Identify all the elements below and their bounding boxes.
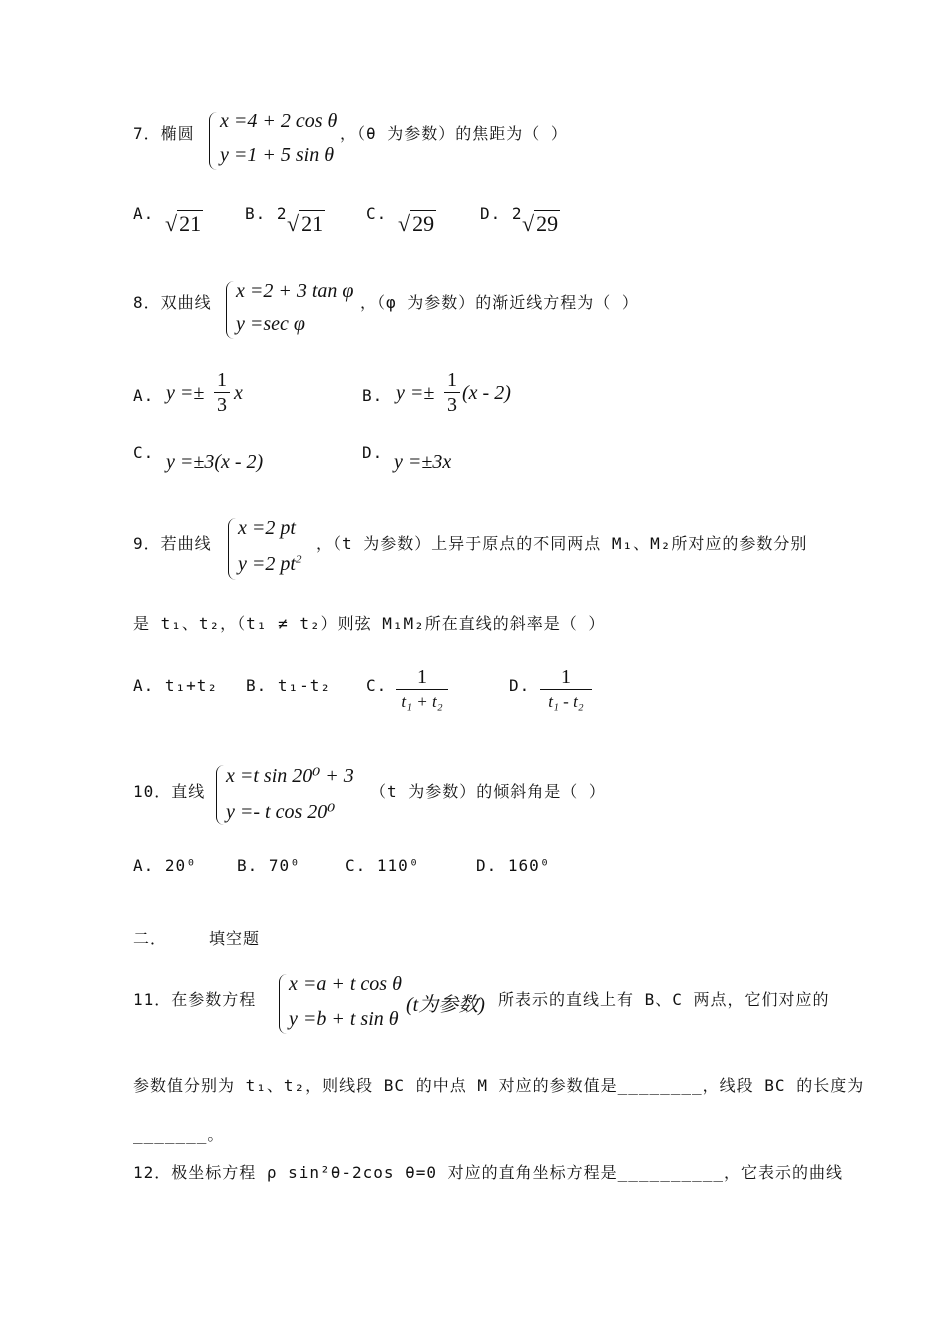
q10-sys-line1: x =t sin 20⁰ + 3 xyxy=(226,765,354,787)
q7-opt-d-label: D. 2 xyxy=(480,204,523,223)
q8-opt-d-val: y =±3x xyxy=(394,451,452,473)
q11-tail: 所表示的直线上有 B、C 两点，它们对应的 xyxy=(498,990,830,1009)
q8-opt-c-label: C. xyxy=(133,443,155,462)
q9-sys-line1: x =2 pt xyxy=(238,517,296,539)
q10-tail: （t 为参数）的倾斜角是（ ） xyxy=(370,782,606,801)
q7-brace xyxy=(209,112,218,170)
q9-sys-line2 xyxy=(238,553,301,576)
q7-opt-a-radicand: 21 xyxy=(179,211,202,236)
q8-opt-b-den: 3 xyxy=(447,394,457,416)
q7-opt-b-label: B. 2 xyxy=(245,204,288,223)
q7-label: 7．椭圆 xyxy=(133,124,195,143)
q11-sys-line2: y =b + t sin θ xyxy=(289,1008,399,1030)
q10-opt-b: B. 70⁰ xyxy=(237,856,301,875)
q9-label: 9．若曲线 xyxy=(133,534,212,553)
q8-opt-b-frac xyxy=(444,368,460,417)
q9-opt-c-frac xyxy=(396,665,448,714)
q7-sys-line1: x =4 + 2 cos θ xyxy=(220,110,338,132)
q10-opt-a: A. 20⁰ xyxy=(133,856,197,875)
q11-label: 11．在参数方程 xyxy=(133,990,257,1009)
q10-opt-c: C. 110⁰ xyxy=(345,856,420,875)
q9-opt-a: A. t₁+t₂ xyxy=(133,676,219,695)
q8-opt-b-num: 1 xyxy=(447,369,457,391)
q7-opt-a-label: A. xyxy=(133,204,155,223)
q8-label: 8．双曲线 xyxy=(133,293,212,312)
q7-opt-b: √21 xyxy=(287,211,324,236)
q11-sys-line1: x =a + t cos θ xyxy=(289,973,402,995)
q10-brace xyxy=(216,765,225,825)
q9-sys-line2-sup: 2 xyxy=(295,553,302,566)
q9-opt-c-num: 1 xyxy=(417,666,427,688)
q9-opt-c-label: C. xyxy=(366,676,388,695)
q8-opt-a-label: A. xyxy=(133,386,155,405)
q11-line2: 参数值分别为 t₁、t₂，则线段 BC 的中点 M 对应的参数值是________，线段 BC 的长度为 xyxy=(133,1076,865,1095)
q9-opt-b: B. t₁-t₂ xyxy=(246,676,332,695)
q7-sys-line2: y =1 + 5 sin θ xyxy=(220,144,335,166)
q8-opt-a-post: x xyxy=(234,382,243,404)
q8-brace xyxy=(226,281,235,339)
q8-sys-line1: x =2 + 3 tan φ xyxy=(236,280,354,302)
q11-line3: _______。 xyxy=(133,1125,225,1144)
q7-opt-d: √29 xyxy=(522,211,559,236)
q9-tail: ，（t 为参数）上异于原点的不同两点 M₁、M₂所对应的参数分别 xyxy=(316,534,808,553)
q8-tail: ，（φ 为参数）的渐近线方程为（ ） xyxy=(360,293,639,312)
q7-opt-a: √21 xyxy=(165,211,202,236)
q9-opt-c-den: t₁ + t₂ xyxy=(401,692,443,711)
q9-sys-line2-base: y =2 pt xyxy=(238,553,296,575)
q8-opt-c-val: y =±3(x - 2) xyxy=(166,451,264,473)
section-title: 填空题 xyxy=(209,929,261,948)
q8-opt-a-pre: y =± xyxy=(166,382,205,404)
q9-opt-d-num: 1 xyxy=(561,666,571,688)
q7-opt-c: √29 xyxy=(398,211,435,236)
q8-opt-a-den: 3 xyxy=(217,394,227,416)
q7-opt-c-label: C. xyxy=(366,204,388,223)
q7-opt-c-radicand: 29 xyxy=(412,211,435,236)
section-number: 二． xyxy=(133,929,168,948)
q8-opt-a-frac xyxy=(214,368,230,417)
q8-opt-b-post: (x - 2) xyxy=(462,382,511,404)
q11-brace xyxy=(279,974,288,1034)
q9-opt-d-frac xyxy=(540,665,592,714)
q9-brace xyxy=(228,518,237,580)
q7-tail: ，（θ 为参数）的焦距为（ ） xyxy=(340,124,568,143)
q9-opt-d-label: D. xyxy=(509,676,531,695)
q8-opt-a-num: 1 xyxy=(217,369,227,391)
q11-param: (t为参数) xyxy=(406,994,485,1016)
q9-opt-d-den: t₁ - t₂ xyxy=(548,692,584,711)
q8-sys-line2: y =sec φ xyxy=(236,313,305,335)
q7-opt-b-radicand: 21 xyxy=(301,211,324,236)
q10-sys-line2: y =- t cos 20⁰ xyxy=(226,801,336,823)
q8-opt-b-label: B. xyxy=(362,386,384,405)
q9-line2: 是 t₁、t₂，（t₁ ≠ t₂）则弦 M₁M₂所在直线的斜率是（ ） xyxy=(133,614,606,633)
q10-label: 10．直线 xyxy=(133,782,206,801)
q12-line1: 12．极坐标方程 ρ sin²θ-2cos θ=0 对应的直角坐标方程是__________，它表示的曲线 xyxy=(133,1163,843,1182)
q8-opt-b-pre: y =± xyxy=(396,382,435,404)
q10-opt-d: D. 160⁰ xyxy=(476,856,551,875)
q8-opt-d-label: D. xyxy=(362,443,384,462)
q7-opt-d-radicand: 29 xyxy=(536,211,559,236)
